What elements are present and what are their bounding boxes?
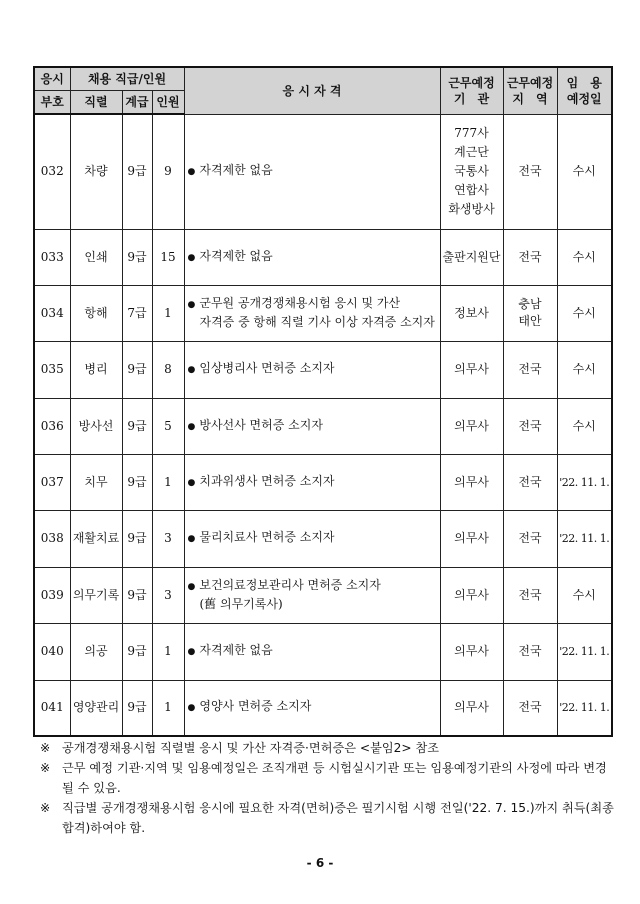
bullet-icon: ● <box>187 300 196 310</box>
cell-org <box>440 398 503 454</box>
cell-region <box>503 285 557 341</box>
cell-org <box>440 454 503 510</box>
header-date: 임 용 예정일 <box>557 67 612 114</box>
qualification-line: 물리치료사 면허증 소지자 <box>199 530 335 544</box>
bullet-icon: ● <box>187 365 196 375</box>
cell-count: 3 <box>152 510 184 567</box>
cell-job: 병리 <box>70 341 122 398</box>
cell-grade: 9급 <box>122 114 152 229</box>
cell-qualification <box>184 229 440 285</box>
cell-count: 15 <box>152 229 184 285</box>
cell-code: 033 <box>34 229 70 285</box>
bullet-icon: ● <box>187 167 196 177</box>
cell-region <box>503 623 557 680</box>
cell-qualification <box>184 567 440 623</box>
cell-grade: 9급 <box>122 567 152 623</box>
cell-qualification <box>184 398 440 454</box>
cell-grade: 9급 <box>122 229 152 285</box>
cell-count: 8 <box>152 341 184 398</box>
cell-qualification <box>184 680 440 736</box>
org-line: 777사 <box>454 126 489 140</box>
cell-count: 1 <box>152 454 184 510</box>
note-2: ※ 근무 예정 기관·지역 및 임용예정일은 조직개편 등 시험실시기관 또는 임용예정기관의 사정에 따라 변경될 수 있음. <box>40 761 607 795</box>
cell-code: 039 <box>34 567 70 623</box>
cell-qualification <box>184 454 440 510</box>
header-count: 인원 <box>152 90 184 114</box>
org-line: 화생방사 <box>448 202 495 216</box>
cell-region <box>503 398 557 454</box>
cell-grade: 9급 <box>122 398 152 454</box>
cell-region <box>503 229 557 285</box>
table-row <box>34 623 612 680</box>
org-line: 의무사 <box>454 474 489 489</box>
org-line: 의무사 <box>454 531 489 545</box>
header-grade: 계급 <box>122 90 152 114</box>
bullet-icon: ● <box>187 477 196 488</box>
bullet-icon: ● <box>187 703 196 714</box>
qualification-line: 방사선사 면허증 소지자 <box>199 417 323 432</box>
org-line: 의무사 <box>454 362 489 376</box>
cell-job: 의무기록 <box>70 567 122 623</box>
cell-count: 5 <box>152 398 184 454</box>
cell-org <box>440 567 503 623</box>
org-line: 의무사 <box>454 418 489 433</box>
cell-code: 040 <box>34 623 70 680</box>
cell-grade: 7급 <box>122 285 152 341</box>
cell-count: 9 <box>152 114 184 229</box>
cell-code: 032 <box>34 114 70 229</box>
org-line: 의무사 <box>454 700 489 715</box>
bullet-icon: ● <box>187 534 196 544</box>
table-row <box>34 341 612 398</box>
cell-region <box>503 510 557 567</box>
recruitment-table <box>33 66 613 737</box>
qualification-line: 자격제한 없음 <box>199 643 273 657</box>
org-line: 연합사 <box>454 183 489 197</box>
cell-date: 수시 <box>557 114 612 229</box>
cell-qualification <box>184 114 440 229</box>
note-1: ※ 공개경쟁채용시험 직렬별 응시 및 가산 자격증·면허증은 <붙임2> 참조 <box>40 741 440 755</box>
region-line: 전국 <box>518 644 542 658</box>
cell-date: 수시 <box>557 398 612 454</box>
cell-count: 1 <box>152 680 184 736</box>
qualification-line: 군무원 공개경쟁채용시험 응시 및 가산 <box>199 296 401 310</box>
cell-date: 수시 <box>557 341 612 398</box>
table-row <box>34 567 612 623</box>
cell-job: 재활치료 <box>70 510 122 567</box>
header-region: 근무예정 지 역 <box>503 67 557 114</box>
qualification-line-2: 자격증 중 항해 직렬 기사 이상 자격증 소지자 <box>199 315 435 329</box>
qualification-line: 자격제한 없음 <box>199 248 273 263</box>
cell-grade: 9급 <box>122 623 152 680</box>
org-line: 의무사 <box>454 587 489 602</box>
table-row <box>34 454 612 510</box>
header-qualification: 응 시 자 격 <box>184 67 440 114</box>
bullet-icon: ● <box>187 252 196 263</box>
org-line: 국통사 <box>454 164 489 178</box>
cell-org <box>440 623 503 680</box>
cell-org <box>440 680 503 736</box>
cell-job: 방사선 <box>70 398 122 454</box>
cell-code: 036 <box>34 398 70 454</box>
header-job: 직렬 <box>70 90 122 114</box>
region-line: 태안 <box>518 314 542 328</box>
qualification-line: 보건의료정보관리사 면허증 소지자 <box>199 578 381 592</box>
header-exam-no-2: 부호 <box>34 90 70 114</box>
region-line: 충남 <box>518 297 542 311</box>
org-line: 계근단 <box>454 145 489 159</box>
cell-job: 인쇄 <box>70 229 122 285</box>
cell-region <box>503 680 557 736</box>
cell-qualification <box>184 285 440 341</box>
cell-date: '22. 11. 1. <box>557 510 612 567</box>
cell-region <box>503 114 557 229</box>
cell-date: 수시 <box>557 567 612 623</box>
cell-job: 항해 <box>70 285 122 341</box>
region-line: 전국 <box>518 418 542 433</box>
bullet-icon: ● <box>187 421 196 432</box>
cell-count: 3 <box>152 567 184 623</box>
header-exam-no: 응시 <box>34 67 70 90</box>
region-line: 전국 <box>518 700 542 715</box>
qualification-line: 치과위생사 면허증 소지자 <box>199 473 335 488</box>
region-line: 전국 <box>518 362 542 376</box>
table-row <box>34 114 612 229</box>
cell-qualification <box>184 623 440 680</box>
cell-count: 1 <box>152 623 184 680</box>
cell-grade: 9급 <box>122 510 152 567</box>
region-line: 전국 <box>518 249 542 264</box>
note-3: ※ 직급별 공개경쟁채용시험 응시에 필요한 자격(면허)증은 필기시험 시행 전일('22. 7. 15.)까지 취득(최종합격)하여야 함. <box>40 801 614 835</box>
region-line: 전국 <box>518 474 542 489</box>
cell-date: '22. 11. 1. <box>557 454 612 510</box>
cell-code: 035 <box>34 341 70 398</box>
cell-grade: 9급 <box>122 454 152 510</box>
bullet-icon: ● <box>187 647 196 657</box>
cell-date: 수시 <box>557 285 612 341</box>
cell-region <box>503 454 557 510</box>
table-row <box>34 510 612 567</box>
table-row <box>34 285 612 341</box>
cell-job: 의공 <box>70 623 122 680</box>
cell-org <box>440 114 503 229</box>
region-line: 전국 <box>518 164 542 178</box>
header-job-group: 채용 직급/인원 <box>70 67 184 90</box>
bullet-icon: ● <box>187 582 196 592</box>
qualification-line: 영양사 면허증 소지자 <box>199 699 312 714</box>
region-line: 전국 <box>518 531 542 545</box>
cell-code: 037 <box>34 454 70 510</box>
qualification-line: 임상병리사 면허증 소지자 <box>199 361 335 375</box>
cell-job: 영양관리 <box>70 680 122 736</box>
cell-org <box>440 285 503 341</box>
table-row <box>34 229 612 285</box>
qualification-line-2: (舊 의무기록사) <box>199 597 283 611</box>
cell-org <box>440 510 503 567</box>
cell-job: 치무 <box>70 454 122 510</box>
cell-grade: 9급 <box>122 341 152 398</box>
org-line: 정보사 <box>454 305 489 320</box>
cell-org <box>440 229 503 285</box>
cell-job: 차량 <box>70 114 122 229</box>
cell-code: 041 <box>34 680 70 736</box>
table-row <box>34 398 612 454</box>
cell-qualification <box>184 341 440 398</box>
org-line: 의무사 <box>454 644 489 658</box>
cell-grade: 9급 <box>122 680 152 736</box>
table-row <box>34 680 612 736</box>
cell-code: 034 <box>34 285 70 341</box>
cell-count: 1 <box>152 285 184 341</box>
cell-qualification <box>184 510 440 567</box>
cell-code: 038 <box>34 510 70 567</box>
header-org: 근무예정 기 관 <box>440 67 503 114</box>
qualification-line: 자격제한 없음 <box>199 163 273 177</box>
cell-region <box>503 341 557 398</box>
cell-date: 수시 <box>557 229 612 285</box>
notes <box>40 738 615 838</box>
page-number: - 6 - <box>306 856 334 870</box>
org-line: 출판지원단 <box>442 249 501 264</box>
cell-date: '22. 11. 1. <box>557 680 612 736</box>
region-line: 전국 <box>518 587 542 602</box>
cell-org <box>440 341 503 398</box>
cell-region <box>503 567 557 623</box>
cell-date: '22. 11. 1. <box>557 623 612 680</box>
